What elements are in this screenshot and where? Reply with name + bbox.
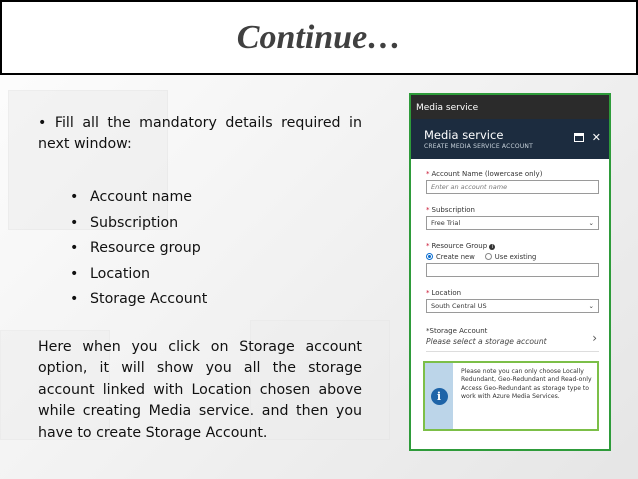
chevron-down-icon: ⌄: [588, 219, 594, 227]
resource-group-label: * Resource Group i: [426, 242, 599, 250]
media-service-blade: [409, 93, 611, 451]
info-notice-text: Please note you can only choose Locally Redundant, Geo-Redundant and Read-only Access Geo-Redundant as storage type to work with Azure Media Services.: [461, 368, 592, 401]
location-select[interactable]: South Central US ⌄: [426, 299, 599, 313]
bullet-item: • Account name: [70, 185, 362, 211]
bullet-item: • Location: [70, 262, 362, 288]
blade-top-bar: Media service: [411, 95, 609, 119]
info-icon[interactable]: i: [489, 244, 495, 250]
storage-account-selector[interactable]: [426, 327, 599, 352]
required-marker: *: [426, 242, 430, 250]
bullet-list: [70, 185, 362, 313]
blade-window-controls: [574, 131, 601, 144]
title-box: [0, 0, 638, 75]
explanation-paragraph: Here when you click on Storage account option, it will show you all the storage account linked with Location chosen above while creating Media service. and then you have to create Storage Account.: [38, 338, 362, 441]
slide-body: [38, 113, 362, 444]
info-notice: [423, 361, 599, 431]
info-icon: i: [431, 388, 448, 405]
blade-subtitle: CREATE MEDIA SERVICE ACCOUNT: [424, 143, 533, 150]
required-marker: *: [426, 206, 430, 214]
bullet-item: • Storage Account: [70, 287, 362, 313]
required-marker: *: [426, 170, 430, 178]
blade-header: [411, 119, 609, 159]
resource-group-input[interactable]: [426, 263, 599, 277]
intro-text: • Fill all the mandatory details required in next window:: [38, 115, 362, 152]
blade-form: [411, 159, 609, 352]
blade-title: Media service: [424, 128, 504, 142]
chevron-down-icon: ⌄: [588, 302, 594, 310]
create-new-radio[interactable]: Create new: [426, 253, 475, 261]
bullet-item: • Resource group: [70, 236, 362, 262]
storage-account-label: *Storage Account: [426, 327, 488, 335]
chevron-right-icon: ›: [592, 331, 597, 345]
required-marker: *: [426, 327, 430, 335]
account-name-label: * Account Name (lowercase only): [426, 170, 543, 178]
required-marker: *: [426, 289, 430, 297]
subscription-select[interactable]: Free Trial ⌄: [426, 216, 599, 230]
slide-title: Continue…: [236, 18, 402, 56]
close-icon[interactable]: ✕: [591, 131, 601, 144]
bullet-item: • Subscription: [70, 211, 362, 237]
resource-group-options: [426, 253, 599, 261]
maximize-icon[interactable]: [574, 133, 584, 142]
info-notice-side: [425, 363, 453, 429]
storage-account-value: Please select a storage account: [426, 337, 547, 346]
location-label: * Location: [426, 289, 462, 297]
use-existing-radio[interactable]: Use existing: [485, 253, 537, 261]
subscription-label: * Subscription: [426, 206, 475, 214]
account-name-input[interactable]: Enter an account name: [426, 180, 599, 194]
